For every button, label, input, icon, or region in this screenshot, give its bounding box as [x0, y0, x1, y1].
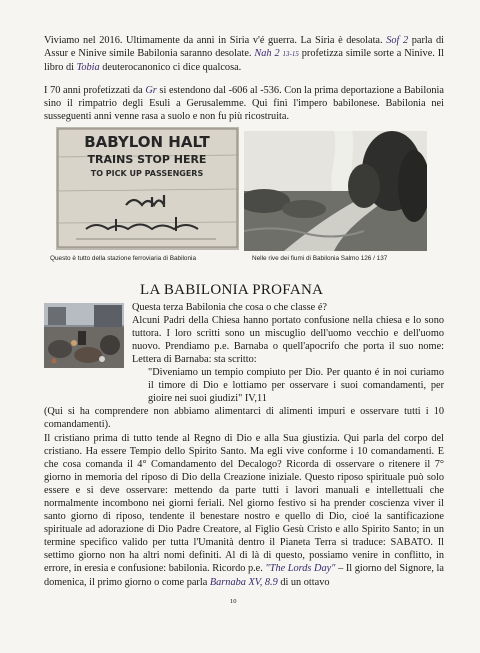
ref-barnaba: Barnaba XV, 8.9 [209, 576, 278, 588]
barnaba-quote: "Diveniamo un tempio compiuto per Dio. Per quanto é in noi curiamo il timore di Dio e lottiamo per osservare i suoi comandamenti, per gioire nei suoi giudizi" IV,11 [148, 367, 444, 405]
intro-question: Questa terza Babilonia che cosa o che classe é? [132, 301, 327, 313]
photo-row [44, 127, 444, 279]
ref-sofonia: Sof 2 [386, 35, 409, 46]
paragraph-sabbath: Il cristiano prima di tutto tende al Regno di Dio e alla Sua giustizia. Qui parla del corpo del cristiano. Ha essere Tempio dello Spirito Santo. Ma egli vive conforme i 10 comandamenti. E che cosa comanda il 4° Comandamento del Decalogo? Ricorda di osservare o ritenere il 7° giorno in memoria del riposo di Dio della Creazione iniziale. Questo riposo spirituale può solo essere e si deve osservare: mettendo da parte tutti i lavori manuali e intellettuali che normalmente incombono nei giorni feriali. Nel giorno festivo si ha prender coscienza viver il santo giorno di riposo, tendente il benestare nostro e quello di Dio, cioé la santificazione spirituale ad adorazione di Dio Padre Creatore, al Figlio Gesù Cristo e allo Spirito Santo; in un termine specifico valido per tutta l'Umanità dentro il Pianeta Terra si traduce: SABATO. Il settimo giorno non ha altri nomi definiti. Al di là di questo, possiamo venire in conflitto, in errore, in eresia e confusione: babilonia. Ricordo p.e. "The Lords Day" – Il giorno del Signore, la domenica, il primo giorno o come parla Barnaba XV, 8.9 di un ottavo [44, 432, 444, 588]
ref-geremia: Gr [145, 85, 157, 97]
photo-street-scene [44, 303, 124, 368]
sign-line-3: TO PICK UP PASSENGERS [90, 168, 204, 178]
intro-note: (Qui si ha comprendere non abbiamo alimentarci di alimenti impuri e osservare tutti i 10 comandamenti). [44, 406, 444, 431]
photo-rivers-of-babylon [244, 131, 427, 251]
section-title: LA BABILONIA PROFANA [140, 281, 324, 298]
ref-nahum-verse: 13-15 [282, 50, 299, 59]
sign-line-1: BABYLON HALT [84, 132, 210, 151]
page-number: 10 [230, 598, 237, 605]
paragraph-70-years: I 70 anni profetizzati da Gr si estendono dal -606 al -536. Con la prima deportazione a Babilonia sino il rimpatrio degli Esuli a Gerusalemme. Qui finì l'impero babilonese. Babilonia nei susseguenti anni venne rasa a suolo e non fu più ricostruita. [44, 85, 444, 123]
intro-barnaba: Alcuni Padri della Chiesa hanno portato confusione nella chiesa e lo sono tuttora. I loro scritti sono un miscuglio dell'uomo vecchio e dell'uomo nuovo. Prendiamo p.e. Barnaba o quell'apocrifo che porta il suo nome: Lettera di Barnaba: sta scritto: [132, 314, 444, 365]
ref-nahum: Nah 2 [254, 48, 280, 60]
ref-lords-day: "The Lords Day" [265, 563, 336, 575]
caption-station: Questo è tutto della stazione ferroviaria di Babilonia [50, 254, 197, 262]
photo-babylon-station [56, 127, 239, 250]
ref-tobia: Tobia [76, 62, 100, 74]
intro-block [44, 301, 444, 432]
paragraph-syria: Viviamo nel 2016. Ultimamente da anni in Siria v'é guerra. La Siria è desolata. Sof 2 parla di Assur e Ninive simile Babilonia saranno desolate. Nah 2 13-15 profetizza simile sorte a Ninive. Il libro di Tobia deuterocanonico ci dice qualcosa. [44, 35, 445, 74]
page-body [44, 34, 444, 589]
sign-line-2: TRAINS STOP HERE [87, 152, 207, 166]
caption-rivers: Nelle rive dei fiumi di Babilonia Salmo 126 / 137 [252, 254, 388, 262]
